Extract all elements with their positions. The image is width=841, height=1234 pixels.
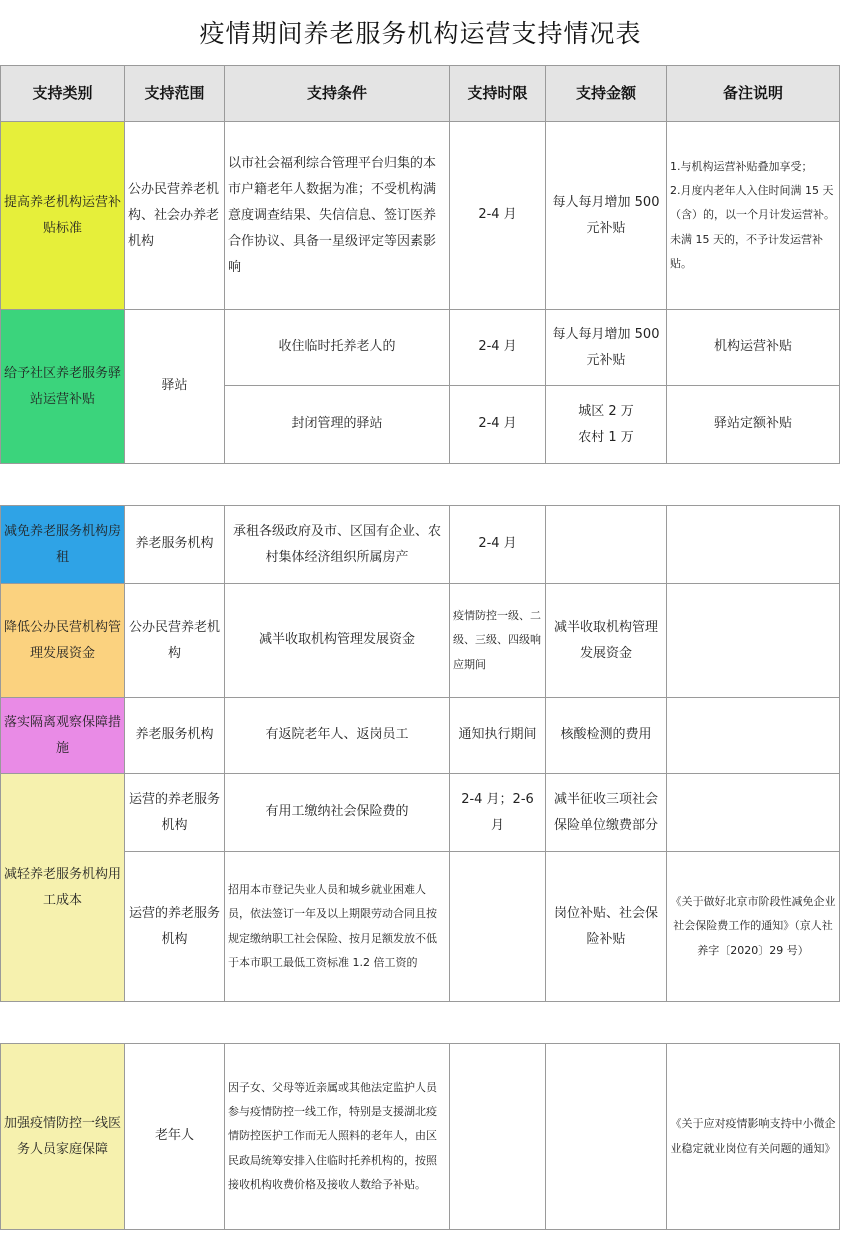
scope-cell: 驿站 bbox=[125, 310, 225, 464]
amount-cell: 减半收取机构管理发展资金 bbox=[546, 584, 667, 698]
note-line-2: 2.月度内老年人入住时间满 15 天（含）的，以一个月计发运营补。未满 15 天的，不予计发运营补贴。 bbox=[670, 184, 835, 270]
amount-cell bbox=[546, 506, 667, 584]
category-cell: 提高养老机构运营补贴标准 bbox=[1, 122, 125, 310]
condition-cell: 招用本市登记失业人员和城乡就业困难人员，依法签订一年及以上期限劳动合同且按规定缴纳职工社会保险、按月足额发放不低于本市职工最低工资标准 1.2 倍工资的 bbox=[225, 852, 450, 1002]
amount-cell: 每人每月增加 500 元补贴 bbox=[546, 122, 667, 310]
condition-cell: 封闭管理的驿站 bbox=[225, 386, 450, 464]
scope-cell: 公办民营养老机构 bbox=[125, 584, 225, 698]
amount-urban: 城区 2 万 bbox=[578, 403, 634, 419]
period-cell: 通知执行期间 bbox=[450, 698, 546, 774]
header-note: 备注说明 bbox=[667, 66, 840, 122]
note-cell bbox=[667, 584, 840, 698]
header-category: 支持类别 bbox=[1, 66, 125, 122]
table-row bbox=[1, 584, 840, 698]
scope-cell: 养老服务机构 bbox=[125, 506, 225, 584]
condition-cell: 承租各级政府及市、区国有企业、农村集体经济组织所属房产 bbox=[225, 506, 450, 584]
amount-cell bbox=[546, 386, 667, 464]
note-cell bbox=[667, 506, 840, 584]
scope-cell: 运营的养老服务机构 bbox=[125, 852, 225, 1002]
amount-cell: 岗位补贴、社会保险补贴 bbox=[546, 852, 667, 1002]
condition-cell: 因子女、父母等近亲属或其他法定监护人员参与疫情防控一线工作，特别是支援湖北疫情防控医护工作而无人照料的老年人，由区民政局统筹安排入住临时托养机构的，按照接收机构收费价格及接收人数给予补贴。 bbox=[225, 1044, 450, 1230]
condition-cell: 有返院老年人、返岗员工 bbox=[225, 698, 450, 774]
period-cell bbox=[450, 852, 546, 1002]
header-scope: 支持范围 bbox=[125, 66, 225, 122]
category-cell: 落实隔离观察保障措施 bbox=[1, 698, 125, 774]
note-cell: 机构运营补贴 bbox=[667, 310, 840, 386]
support-table-part-3 bbox=[0, 1043, 840, 1230]
period-cell: 2-4 月；2-6 月 bbox=[450, 774, 546, 852]
period-cell: 2-4 月 bbox=[450, 506, 546, 584]
table-row bbox=[1, 1044, 840, 1230]
note-cell: 驿站定额补贴 bbox=[667, 386, 840, 464]
header-amount: 支持金额 bbox=[546, 66, 667, 122]
note-cell bbox=[667, 122, 840, 310]
period-cell: 2-4 月 bbox=[450, 310, 546, 386]
header-period: 支持时限 bbox=[450, 66, 546, 122]
scope-cell: 公办民营养老机构、社会办养老机构 bbox=[125, 122, 225, 310]
table-row bbox=[1, 506, 840, 584]
period-cell: 疫情防控一级、二级、三级、四级响应期间 bbox=[450, 584, 546, 698]
amount-cell bbox=[546, 1044, 667, 1230]
page-title: 疫情期间养老服务机构运营支持情况表 bbox=[199, 19, 642, 48]
period-cell: 2-4 月 bbox=[450, 386, 546, 464]
category-cell: 加强疫情防控一线医务人员家庭保障 bbox=[1, 1044, 125, 1230]
header-condition: 支持条件 bbox=[225, 66, 450, 122]
table-row bbox=[1, 852, 840, 1002]
condition-cell: 收住临时托养老人的 bbox=[225, 310, 450, 386]
note-cell: 《关于应对疫情影响支持中小微企业稳定就业岗位有关问题的通知》 bbox=[667, 1044, 840, 1230]
category-cell: 降低公办民营机构管理发展资金 bbox=[1, 584, 125, 698]
table-row bbox=[1, 774, 840, 852]
table-row bbox=[1, 698, 840, 774]
condition-cell: 减半收取机构管理发展资金 bbox=[225, 584, 450, 698]
support-table-part-2 bbox=[0, 505, 840, 1002]
amount-cell: 减半征收三项社会保险单位缴费部分 bbox=[546, 774, 667, 852]
amount-cell: 核酸检测的费用 bbox=[546, 698, 667, 774]
support-table-part-1 bbox=[0, 65, 840, 464]
period-cell: 2-4 月 bbox=[450, 122, 546, 310]
table-row bbox=[1, 310, 840, 386]
scope-cell: 老年人 bbox=[125, 1044, 225, 1230]
note-line-1: 1.与机构运营补贴叠加享受； bbox=[670, 160, 813, 174]
category-cell: 减轻养老服务机构用工成本 bbox=[1, 774, 125, 1002]
note-cell bbox=[667, 774, 840, 852]
category-cell: 给予社区养老服务驿站运营补贴 bbox=[1, 310, 125, 464]
scope-cell: 运营的养老服务机构 bbox=[125, 774, 225, 852]
period-cell bbox=[450, 1044, 546, 1230]
table-row bbox=[1, 122, 840, 310]
table-header-row bbox=[1, 66, 840, 122]
note-cell bbox=[667, 698, 840, 774]
amount-rural: 农村 1 万 bbox=[578, 429, 634, 445]
note-cell: 《关于做好北京市阶段性减免企业社会保险费工作的通知》（京人社养字〔2020〕29 号） bbox=[667, 852, 840, 1002]
condition-cell: 有用工缴纳社会保险费的 bbox=[225, 774, 450, 852]
amount-cell: 每人每月增加 500 元补贴 bbox=[546, 310, 667, 386]
condition-cell: 以市社会福利综合管理平台归集的本市户籍老年人数据为准；不受机构满意度调查结果、失信信息、签订医养合作协议、具备一星级评定等因素影响 bbox=[225, 122, 450, 310]
scope-cell: 养老服务机构 bbox=[125, 698, 225, 774]
category-cell: 减免养老服务机构房租 bbox=[1, 506, 125, 584]
